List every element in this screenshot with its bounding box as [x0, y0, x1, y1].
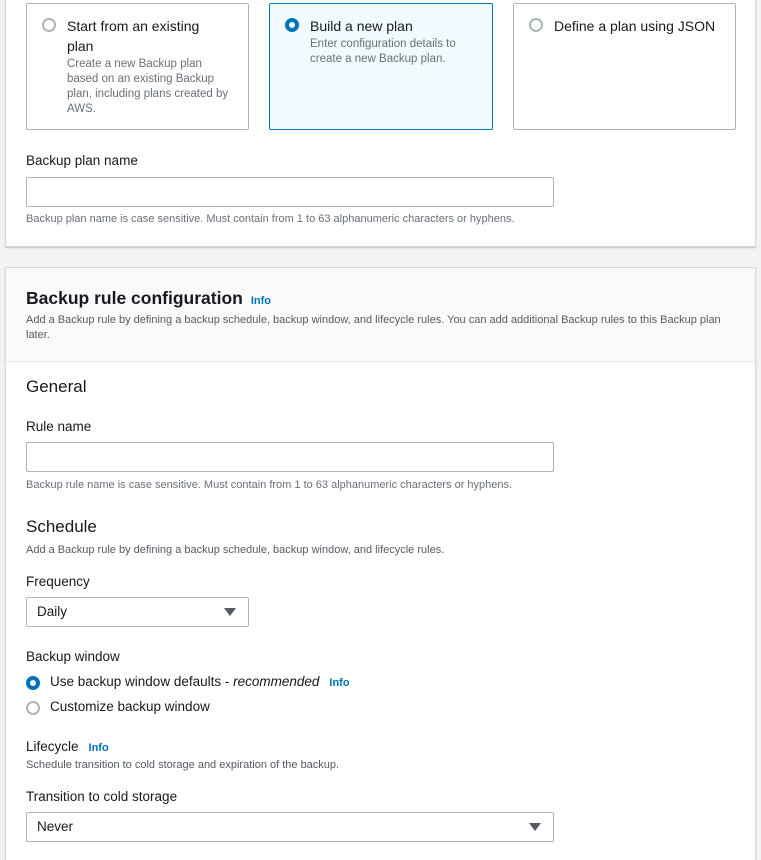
option-existing-plan-desc: Create a new Backup plan based on an existing Backup plan, including plans created by AWS. [67, 58, 229, 115]
radio-row-window-defaults[interactable] [26, 674, 350, 689]
transition-select[interactable] [26, 812, 554, 842]
radio-window-custom[interactable] [26, 701, 40, 715]
option-build-new-plan-title: Build a new plan [310, 18, 413, 34]
plan-options-panel [5, 0, 756, 247]
radio-json-plan[interactable] [529, 18, 543, 32]
radio-build-new-plan[interactable] [285, 18, 299, 32]
transition-label: Transition to cold storage [26, 789, 178, 804]
caret-down-icon [224, 608, 236, 616]
radio-existing-plan[interactable] [42, 18, 56, 32]
frequency-select[interactable] [26, 597, 249, 627]
caret-down-icon [529, 823, 541, 831]
rule-name-hint: Backup rule name is case sensitive. Must contain from 1 to 63 alphanumeric characters or hyphens. [26, 479, 513, 491]
radio-row-window-custom[interactable] [26, 699, 210, 714]
plan-name-label: Backup plan name [26, 153, 138, 168]
rule-name-label: Rule name [26, 419, 92, 434]
frequency-value: Daily [37, 604, 68, 619]
option-build-new-plan[interactable] [269, 3, 493, 130]
rule-config-title: Backup rule configuration Info [26, 288, 271, 308]
lifecycle-label: Lifecycle Info [26, 739, 109, 754]
option-existing-plan-title: Start from an existing plan [67, 18, 200, 54]
frequency-label: Frequency [26, 574, 90, 589]
lifecycle-description: Schedule transition to cold storage and expiration of the backup. [26, 759, 340, 771]
rule-config-description: Add a Backup rule by defining a backup schedule, backup window, and lifecycle rules. You can add additional Backup rules to this Backup plan later. [26, 314, 721, 341]
radio-window-defaults[interactable] [26, 676, 40, 690]
rule-config-header [6, 268, 755, 362]
rule-config-info-link[interactable]: Info [250, 295, 271, 307]
option-build-new-plan-desc: Enter configuration details to create a new Backup plan. [310, 38, 456, 65]
rule-name-input[interactable] [26, 442, 554, 472]
plan-name-input[interactable] [26, 177, 554, 207]
backup-window-label: Backup window [26, 649, 120, 664]
transition-value: Never [37, 819, 74, 834]
option-json-plan[interactable] [513, 3, 736, 130]
general-heading: General [26, 377, 87, 396]
lifecycle-info-link[interactable]: Info [88, 742, 109, 754]
option-json-plan-title: Define a plan using JSON [554, 18, 716, 34]
plan-name-hint: Backup plan name is case sensitive. Must contain from 1 to 63 alphanumeric characters or hyphens. [26, 213, 515, 225]
window-defaults-label: Use backup window defaults - recommended [50, 674, 320, 689]
schedule-heading: Schedule [26, 517, 97, 536]
schedule-description: Add a Backup rule by defining a backup schedule, backup window, and lifecycle rules. [26, 544, 445, 556]
option-existing-plan[interactable] [26, 3, 249, 130]
rule-config-panel [5, 267, 756, 860]
window-defaults-info-link[interactable]: Info [329, 677, 350, 689]
window-custom-label: Customize backup window [50, 699, 210, 714]
